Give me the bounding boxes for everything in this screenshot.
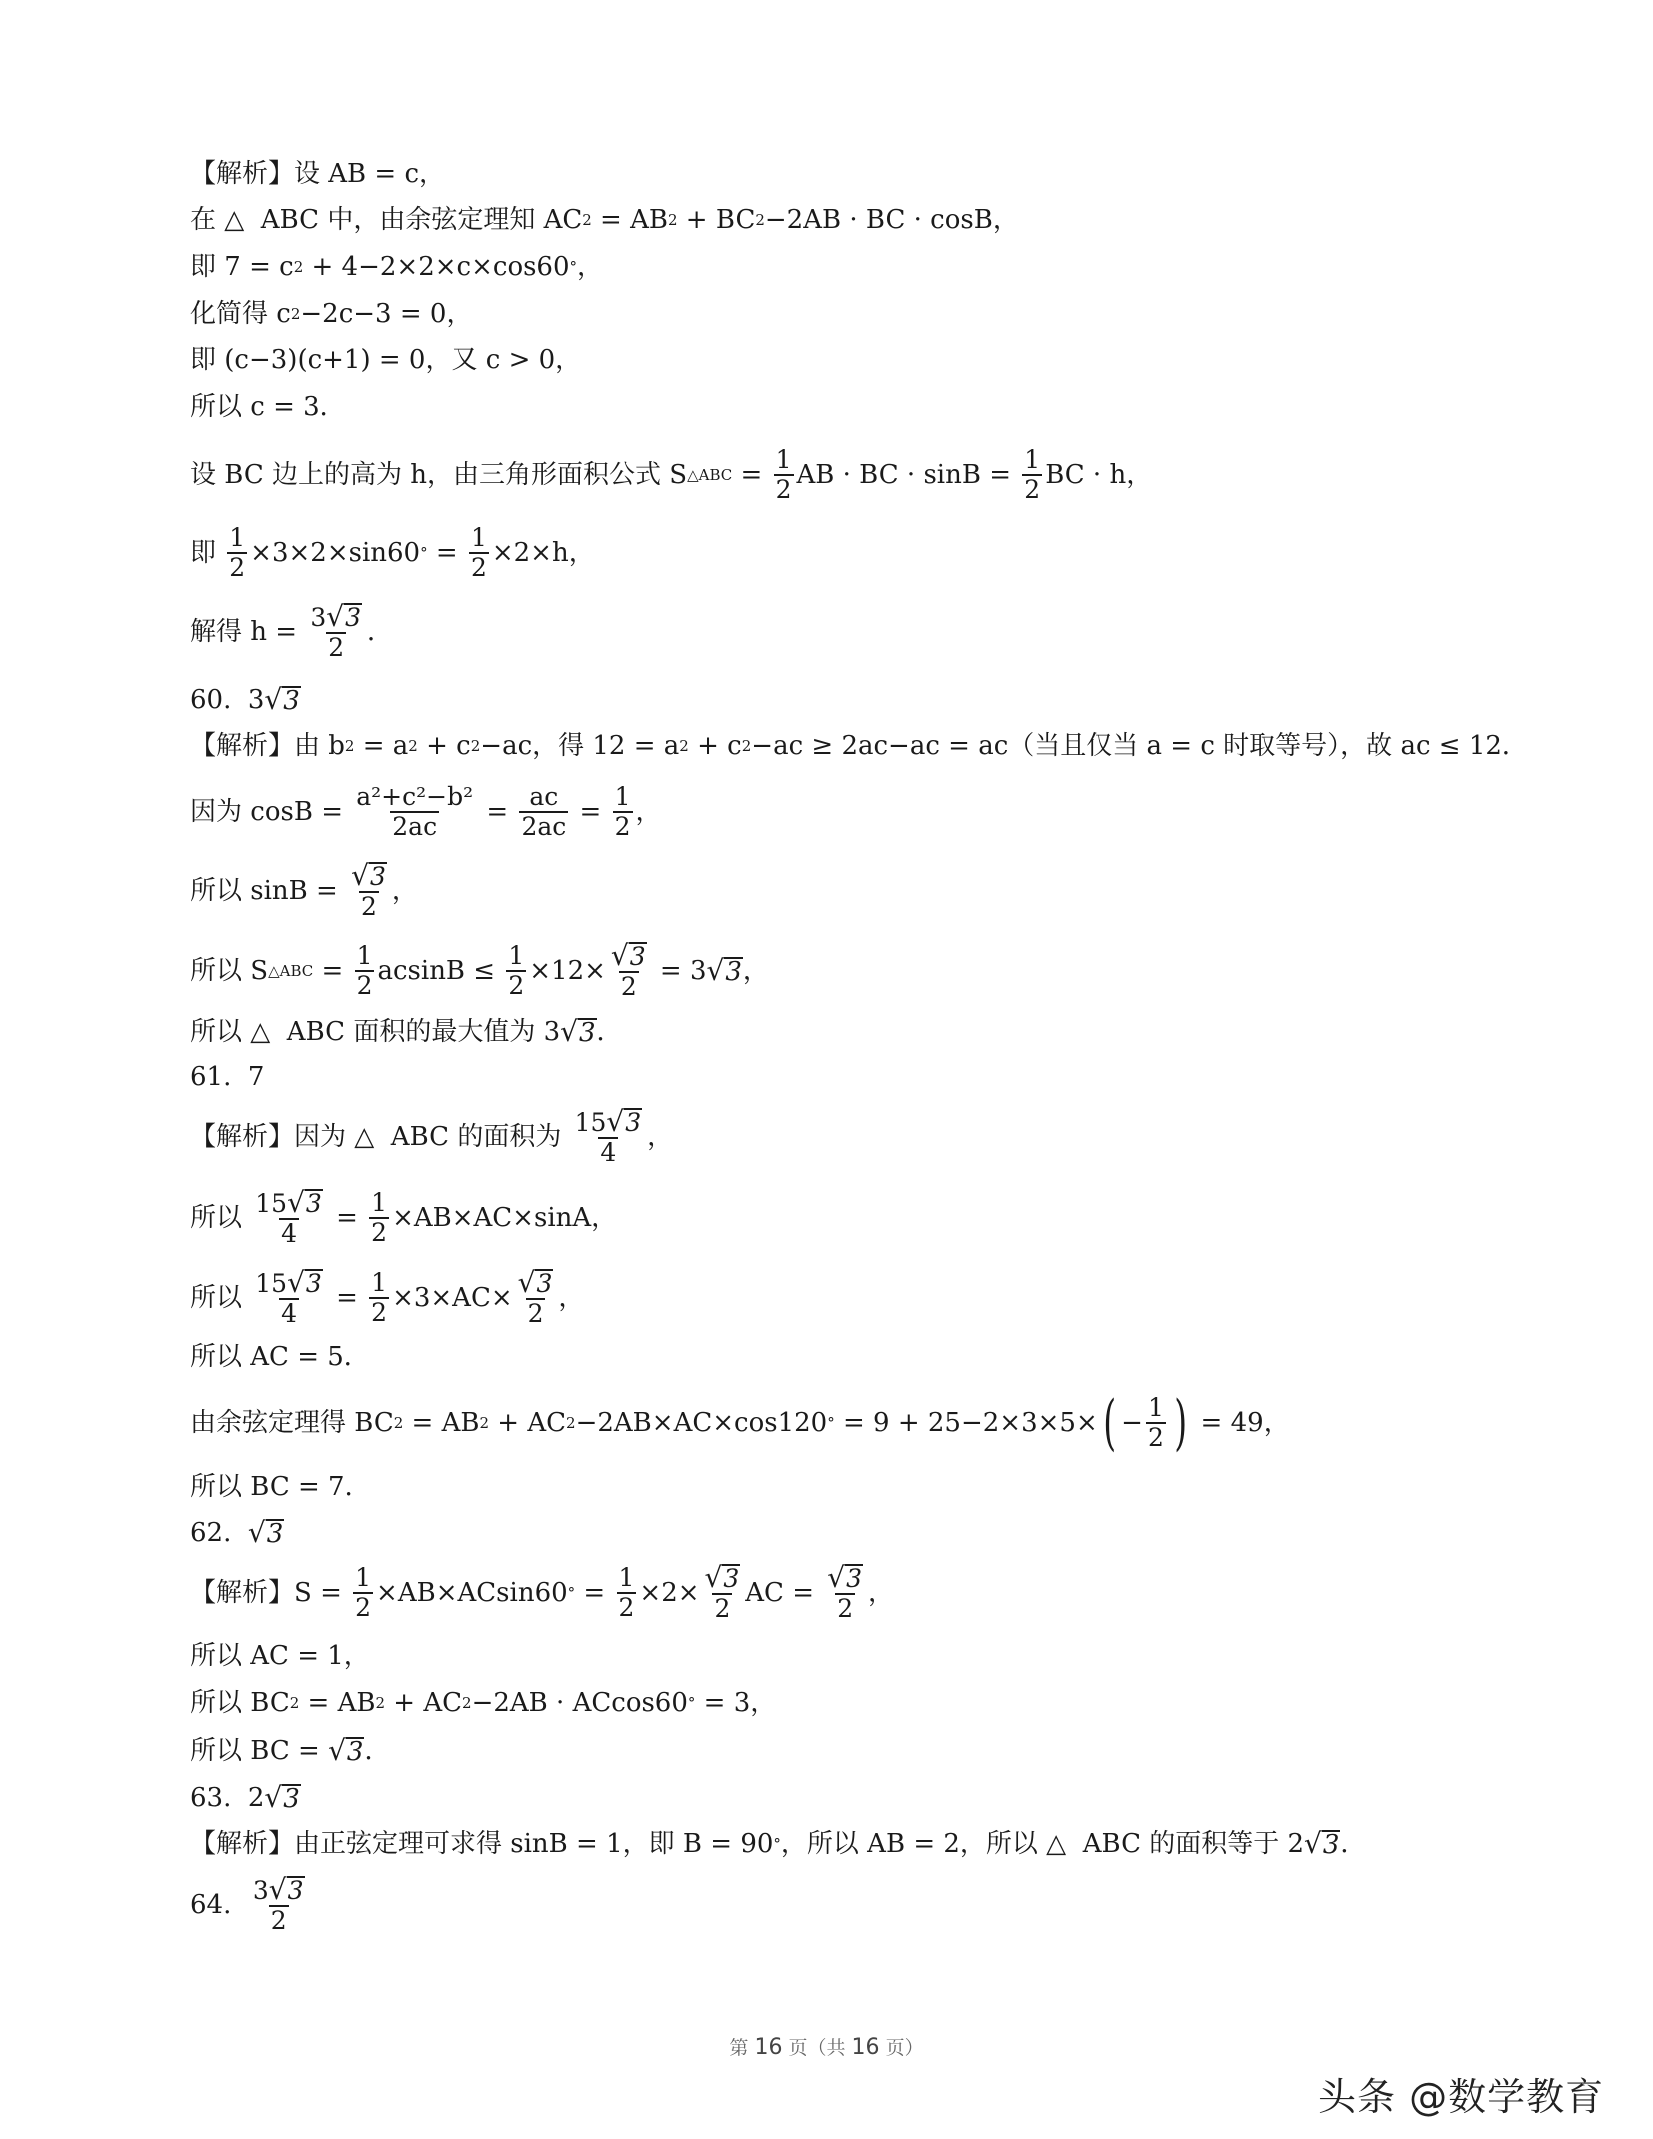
answer-number: 61. 7 <box>190 1062 265 1092</box>
sqrt-symbol: √ 3 <box>610 938 646 972</box>
sqrt-symbol: √ 3 <box>268 1872 304 1906</box>
answer-number: 63. 2 √ 3 <box>190 1781 300 1814</box>
fraction: $\frac{1}{2}$ <box>371 1268 388 1327</box>
solution-line: 所以 △ ABC 面积的最大值为 3 √ 3 ． <box>190 1015 623 1048</box>
fraction: 3 √ 3 2 <box>252 1872 304 1935</box>
fraction: $\frac{1}{2}$ <box>618 1563 635 1622</box>
sqrt-symbol: √ 3 <box>326 599 361 633</box>
sqrt-symbol: √ 3 <box>287 1265 322 1299</box>
fraction: $\frac{1}{2}$ <box>371 1188 388 1247</box>
sqrt-symbol: √ 3 <box>517 1265 553 1299</box>
fraction: $\frac{1}{2}$ <box>1024 445 1041 504</box>
sqrt-symbol: √ 3 <box>1304 1827 1340 1860</box>
solution-line: 所以 AC = 1， <box>190 1641 370 1671</box>
solution-line: 所以 sinB = √ 3 2 ， <box>190 858 418 921</box>
solution-line: 所以 S △ABC = $\frac{1}{2}$ acsinB ≤ $\frac{1}{2}$ ×12× √ 3 2 = 3 √ 3 ， <box>190 938 769 1001</box>
fraction: $\frac{1}{2}$ <box>356 941 373 1000</box>
page-footer: 第 16 页（共 16 页） <box>729 2035 924 2060</box>
solution-line: 化简得 c 2 −2c−3 = 0， <box>190 299 473 329</box>
solution-line: 所以 15 √ 3 4 = $\frac{1}{2}$ ×AB×AC×sinA， <box>190 1185 618 1248</box>
solution-line: 所以 15 √ 3 4 = $\frac{1}{2}$ ×3×AC× √ 3 2 ， <box>190 1265 585 1328</box>
fraction: 15 √ 3 4 <box>255 1265 322 1328</box>
answer-number: 64. 3 √ 3 2 <box>190 1872 310 1938</box>
solution-line: 【解析】设 AB = c， <box>190 159 446 189</box>
fraction: 15 √ 3 4 <box>574 1104 642 1167</box>
solution-line: 即 (c−3)(c+1) = 0，又 c > 0， <box>190 345 582 375</box>
solution-line: 所以 BC = √ 3 ． <box>190 1734 391 1767</box>
solution-line: 【解析】由正弦定理可求得 sinB = 1，即 B = 90 ° ，所以 AB = 2，所以 △ ABC 的面积等于 2 √ 3 ． <box>190 1827 1367 1860</box>
fraction: $\frac{1}{2}$ <box>1147 1393 1164 1452</box>
fraction: $\frac{1}{2}$ <box>470 523 487 582</box>
left-paren: ( <box>1103 1388 1116 1458</box>
fraction: $\frac{1}{2}$ <box>229 523 246 582</box>
fraction: √ 3 2 <box>351 858 386 921</box>
sqrt-symbol: √ 3 <box>560 1015 596 1048</box>
solution-line: 【解析】由 b 2 = a 2 + c 2 −ac，得 12 = a 2 + c 2 −ac ≥ 2ac−ac = ac（当且仅当 a = c 时取等号），故 ac ≤ 12． <box>190 731 1528 761</box>
answer-number: 60. 3 √ 3 <box>190 683 300 716</box>
solution-line: 在 △ ABC 中，由余弦定理知 AC 2 = AB 2 + BC 2 −2AB · BC · cosB， <box>190 205 1019 235</box>
fraction: 15 √ 3 4 <box>255 1185 322 1248</box>
solution-line: 因为 cosB = $\frac{\text{a²+c²−b²}}{2ac}$ = $\frac{ac}{2ac}$ = $\frac{1}{2}$ ， <box>190 782 662 841</box>
solution-line: 所以 BC 2 = AB 2 + AC 2 −2AB · ACcos60 ° = 3， <box>190 1688 777 1718</box>
right-paren: ) <box>1174 1388 1188 1458</box>
fraction: $\frac{1}{2}$ <box>775 445 792 504</box>
solution-line: 所以 c = 3． <box>190 392 346 422</box>
fraction: 3 √ 3 2 <box>310 599 361 662</box>
solution-line: 解得 h = 3 √ 3 2 ． <box>190 599 393 662</box>
fraction: $\frac{1}{2}$ <box>355 1563 372 1622</box>
sqrt-symbol: √ 3 <box>247 1516 284 1549</box>
sqrt-symbol: √ 3 <box>264 683 300 716</box>
fraction: $\frac{1}{2}$ <box>508 941 525 1000</box>
sqrt-symbol: √ 3 <box>264 1781 300 1814</box>
solution-line: 即 $\frac{1}{2}$ ×3×2×sin60 ° = $\frac{1}{2}$ ×2×h， <box>190 523 595 582</box>
watermark: 头条 @数学教育 <box>1318 2075 1605 2119</box>
fraction: √ 3 2 <box>704 1560 740 1623</box>
answer-number: 62. √ 3 <box>190 1516 284 1549</box>
sqrt-symbol: √ 3 <box>351 858 386 892</box>
solution-line: 即 7 = c 2 + 4−2×2×c×cos60 ° ， <box>190 252 604 282</box>
solution-line: 由余弦定理得 BC 2 = AB 2 + AC 2 −2AB×AC×cos120 ° = 9 + 25−2×3×5× ( − $\frac{1}{2}$ ) = 49， <box>190 1388 1290 1458</box>
sqrt-symbol: √ 3 <box>827 1560 863 1594</box>
fraction: $\frac{ac}{2ac}$ <box>521 782 567 841</box>
fraction: √ 3 2 <box>610 938 646 1001</box>
sqrt-symbol: √ 3 <box>606 1104 642 1138</box>
sqrt-symbol: √ 3 <box>328 1734 364 1767</box>
solution-line: 所以 AC = 5． <box>190 1342 370 1372</box>
sqrt-symbol: √ 3 <box>287 1185 322 1219</box>
sqrt-symbol: √ 3 <box>706 954 742 987</box>
fraction: $\frac{1}{2}$ <box>614 782 631 841</box>
sqrt-symbol: √ 3 <box>704 1560 740 1594</box>
solution-line: 所以 BC = 7． <box>190 1472 371 1502</box>
fraction: √ 3 2 <box>517 1265 553 1328</box>
fraction: √ 3 2 <box>827 1560 863 1623</box>
solution-line: 【解析】因为 △ ABC 的面积为 15 √ 3 4 ， <box>190 1104 674 1167</box>
solution-line: 设 BC 边上的高为 h，由三角形面积公式 S △ABC = $\frac{1}{2}$ AB · BC · sinB = $\frac{1}{2}$ BC · h， <box>190 445 1153 504</box>
fraction: $\frac{\text{a²+c²−b²}}{2ac}$ <box>356 782 474 841</box>
solution-line: 【解析】S = $\frac{1}{2}$ ×AB×ACsin60 ° = $\frac{1}{2}$ ×2× √ 3 2 AC = √ 3 2 ， <box>190 1560 895 1623</box>
